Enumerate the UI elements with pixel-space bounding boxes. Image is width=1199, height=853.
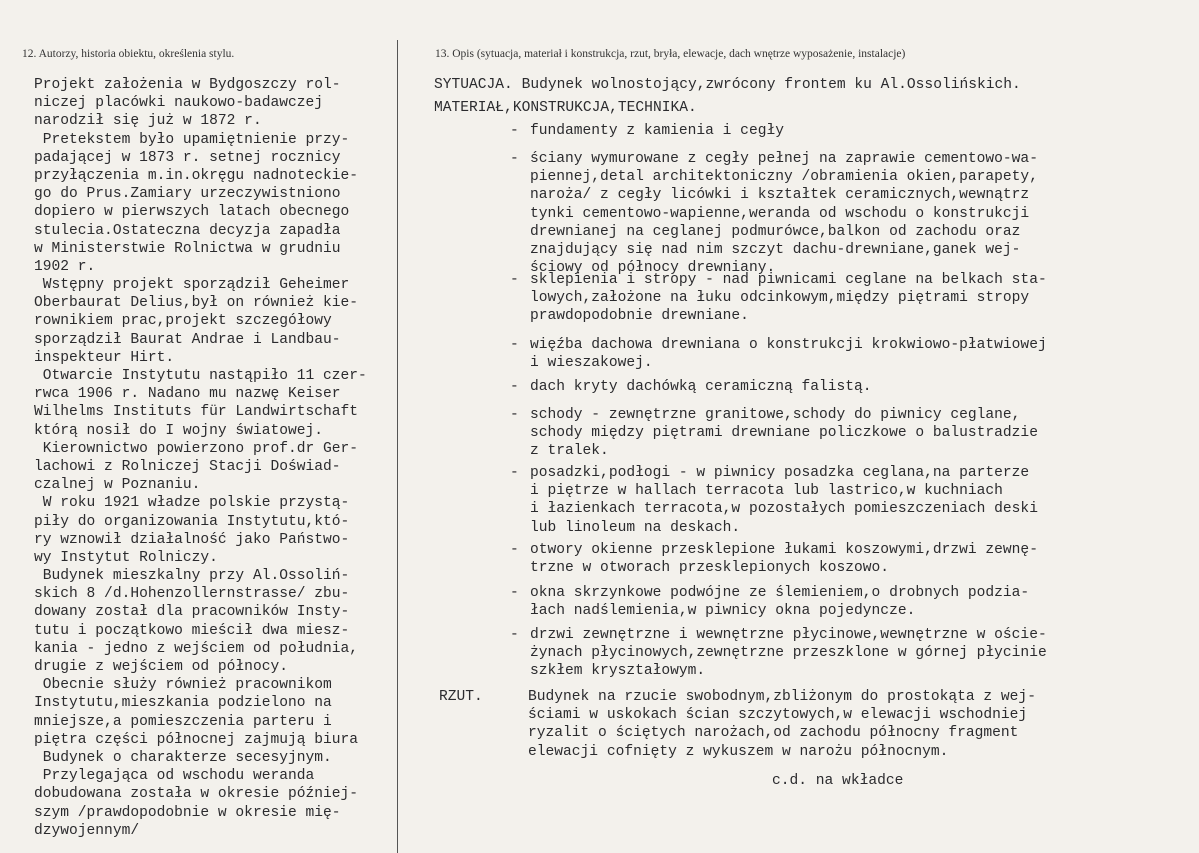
history-line: Budynek o charakterze secesyjnym. xyxy=(34,749,332,766)
item-dash: - xyxy=(510,407,519,423)
rzut-text xyxy=(528,688,1036,761)
history-line: przyłączenia m.in.okręgu nadnoteckie- xyxy=(34,167,359,184)
history-line: dowany został dla pracowników Insty- xyxy=(34,604,350,621)
item-dash: - xyxy=(510,585,519,601)
item-line: prawdopodobnie drewniane. xyxy=(530,308,749,325)
description-item xyxy=(530,378,872,396)
item-line: schody - zewnętrzne granitowe,schody do piwnicy ceglane, xyxy=(530,407,1021,423)
rzut-line: ryzalit o ściętych narożach,od zachodu północny fragment xyxy=(528,725,1019,742)
item-dash: - xyxy=(510,272,519,288)
item-line: drewnianej na ceglanej podmurówce,balkon od zachodu oraz xyxy=(530,223,1021,240)
description-item xyxy=(530,464,1038,537)
rzut-line: Budynek na rzucie swobodnym,zbliżonym do prostokąta z wej- xyxy=(528,689,1036,705)
item-dash: - xyxy=(510,337,519,353)
history-line: inspekteur Hirt. xyxy=(34,349,175,366)
item-line: piennej,detal architektoniczny /obramienia okien,parapety, xyxy=(530,169,1038,186)
item-line: dach kryty dachówką ceramiczną falistą. xyxy=(530,379,872,395)
history-line: Wstępny projekt sporządził Geheimer xyxy=(34,277,350,294)
description-item xyxy=(530,271,1047,326)
item-line: z tralek. xyxy=(530,443,609,460)
history-line: stulecia.Ostateczna decyzja zapadła xyxy=(34,222,341,239)
history-line: narodził się już w 1872 r. xyxy=(34,113,262,130)
history-line: sporządził Baurat Andrae i Landbau- xyxy=(34,331,341,348)
item-line: okna skrzynkowe podwójne ze ślemieniem,o drobnych podzia- xyxy=(530,585,1030,601)
history-line: Budynek mieszkalny przy Al.Ossoliń- xyxy=(34,568,350,585)
item-line: schody między piętrami drewniane policzkowe o balustradzie xyxy=(530,425,1038,442)
description-item xyxy=(530,336,1047,372)
history-text-column xyxy=(34,76,396,840)
item-line: posadzki,podłogi - w piwnicy posadzka ceglana,na parterze xyxy=(530,465,1030,481)
item-line: sklepienia i stropy - nad piwnicami ceglane na belkach sta- xyxy=(530,272,1047,288)
history-line: W roku 1921 władze polskie przystą- xyxy=(34,495,350,512)
history-line: Oberbaurat Delius,był on również kie- xyxy=(34,295,359,312)
item-dash: - xyxy=(510,542,519,558)
history-line: ry wznowił działalność jako Państwo- xyxy=(34,531,350,548)
item-line: i piętrze w hallach terracota lub lastrico,w kuchniach xyxy=(530,483,1003,500)
history-line: skich 8 /d.Hohenzollernstrasse/ zbu- xyxy=(34,586,350,603)
history-line: Otwarcie Instytutu nastąpiło 11 czer- xyxy=(34,368,367,384)
history-line: wy Instytut Rolniczy. xyxy=(34,549,218,566)
history-line: kania - jedno z wejściem od południa, xyxy=(34,640,359,657)
item-line: znajdujący się nad nim szczyt dachu-drewniane,ganek wej- xyxy=(530,241,1021,258)
history-line: Pretekstem było upamiętnienie przy- xyxy=(34,131,350,148)
description-item xyxy=(530,150,1038,277)
history-line: Kierownictwo powierzono prof.dr Ger- xyxy=(34,440,359,457)
history-line: lachowi z Rolniczej Stacji Doświad- xyxy=(34,458,341,475)
item-line: i łazienkach terracota,w pozostałych pomieszczeniach deski xyxy=(530,501,1038,518)
description-item xyxy=(530,584,1029,620)
description-item xyxy=(530,406,1038,461)
rzut-line: ściami w uskokach ścian szczytowych,w elewacji wschodniej xyxy=(528,707,1028,724)
history-line: piły do organizowania Instytutu,któ- xyxy=(34,513,350,530)
history-line: Przylegająca od wschodu weranda xyxy=(34,768,315,785)
history-line: 1902 r. xyxy=(34,258,96,275)
description-item xyxy=(530,541,1038,577)
item-line: lub linoleum na deskach. xyxy=(530,519,741,536)
item-line: naroża/ z cegły licówki i kształtek ceramicznych,wewnątrz xyxy=(530,187,1030,204)
item-line: lowych,założone na łuku odcinkowym,między piętrami stropy xyxy=(530,290,1030,307)
item-line: więźba dachowa drewniana o konstrukcji krokwiowo-płatwiowej xyxy=(530,337,1047,353)
item-line: otwory okienne przesklepione łukami koszowymi,drzwi zewnę- xyxy=(530,542,1038,558)
history-line: czalnej w Poznaniu. xyxy=(34,477,201,494)
item-line: tynki cementowo-wapienne,weranda od wschodu o konstrukcji xyxy=(530,205,1030,222)
history-line: dobudowana została w okresie później- xyxy=(34,786,359,803)
history-line: szym /prawdopodobnie w okresie mię- xyxy=(34,804,341,821)
item-line: i wieszakowej. xyxy=(530,355,653,372)
item-dash: - xyxy=(510,465,519,481)
history-line: mniejsze,a pomieszczenia parteru i xyxy=(34,713,332,730)
item-dash: - xyxy=(510,379,519,395)
item-line: trzne w otworach przesklepionych koszowo. xyxy=(530,560,890,577)
section-12-header: 12. Autorzy, historia obiektu, określenia stylu. xyxy=(22,48,235,60)
rzut-label: RZUT. xyxy=(439,689,483,705)
history-line: Projekt założenia w Bydgoszczy rol- xyxy=(34,77,341,93)
history-line: Wilhelms Instituts für Landwirtschaft xyxy=(34,404,359,421)
history-line: dzywojennym/ xyxy=(34,822,140,839)
description-item xyxy=(530,122,784,140)
column-divider xyxy=(397,40,398,853)
history-line: tutu i początkowo mieścił dwa miesz- xyxy=(34,622,350,639)
history-line: padającej w 1873 r. setnej rocznicy xyxy=(34,149,341,166)
history-line: drugie z wejściem od północy. xyxy=(34,659,288,675)
description-item xyxy=(530,626,1047,681)
history-line: w Ministerstwie Rolnictwa w grudniu xyxy=(34,240,341,257)
item-dash: - xyxy=(510,627,519,643)
item-line: ściowy od północy drewniany. xyxy=(530,260,776,277)
item-line: fundamenty z kamienia i cegły xyxy=(530,123,784,139)
rzut-line: elewacji cofnięty z wykuszem w narożu północnym. xyxy=(528,743,949,760)
continued-note: c.d. na wkładce xyxy=(772,773,904,789)
material-heading: MATERIAŁ,KONSTRUKCJA,TECHNIKA. xyxy=(434,100,697,116)
item-line: szkłem kryształowym. xyxy=(530,663,706,680)
item-line: ściany wymurowane z cegły pełnej na zaprawie cementowo-wa- xyxy=(530,151,1038,167)
history-line: Obecnie służy również pracownikom xyxy=(34,677,332,694)
item-line: drzwi zewnętrzne i wewnętrzne płycinowe,wewnętrzne w oście- xyxy=(530,627,1047,643)
history-line: piętra części północnej zajmują biura xyxy=(34,731,359,748)
sytuacja-line: SYTUACJA. Budynek wolnostojący,zwrócony frontem ku Al.Ossolińskich. xyxy=(434,77,1021,93)
history-line: rownikiem prac,projekt szczegółowy xyxy=(34,313,332,330)
history-line: dopiero w pierwszych latach obecnego xyxy=(34,204,350,221)
history-line: którą nosił do I wojny światowej. xyxy=(34,422,324,439)
section-13-header: 13. Opis (sytuacja, materiał i konstrukcja, rzut, bryła, elewacje, dach wnętrze wyposażenie, instalacje) xyxy=(435,48,906,60)
history-line: go do Prus.Zamiary urzeczywistniono xyxy=(34,186,341,203)
history-line: niczej placówki naukowo-badawczej xyxy=(34,95,324,112)
item-line: łach nadślemienia,w piwnicy okna pojedyncze. xyxy=(530,603,916,620)
item-dash: - xyxy=(510,123,519,139)
history-line: Instytutu,mieszkania podzielono na xyxy=(34,695,332,712)
item-line: żynach płycinowych,zewnętrzne przeszklone w górnej płycinie xyxy=(530,645,1047,662)
item-dash: - xyxy=(510,151,519,167)
history-line: rwca 1906 r. Nadano mu nazwę Keiser xyxy=(34,386,341,403)
